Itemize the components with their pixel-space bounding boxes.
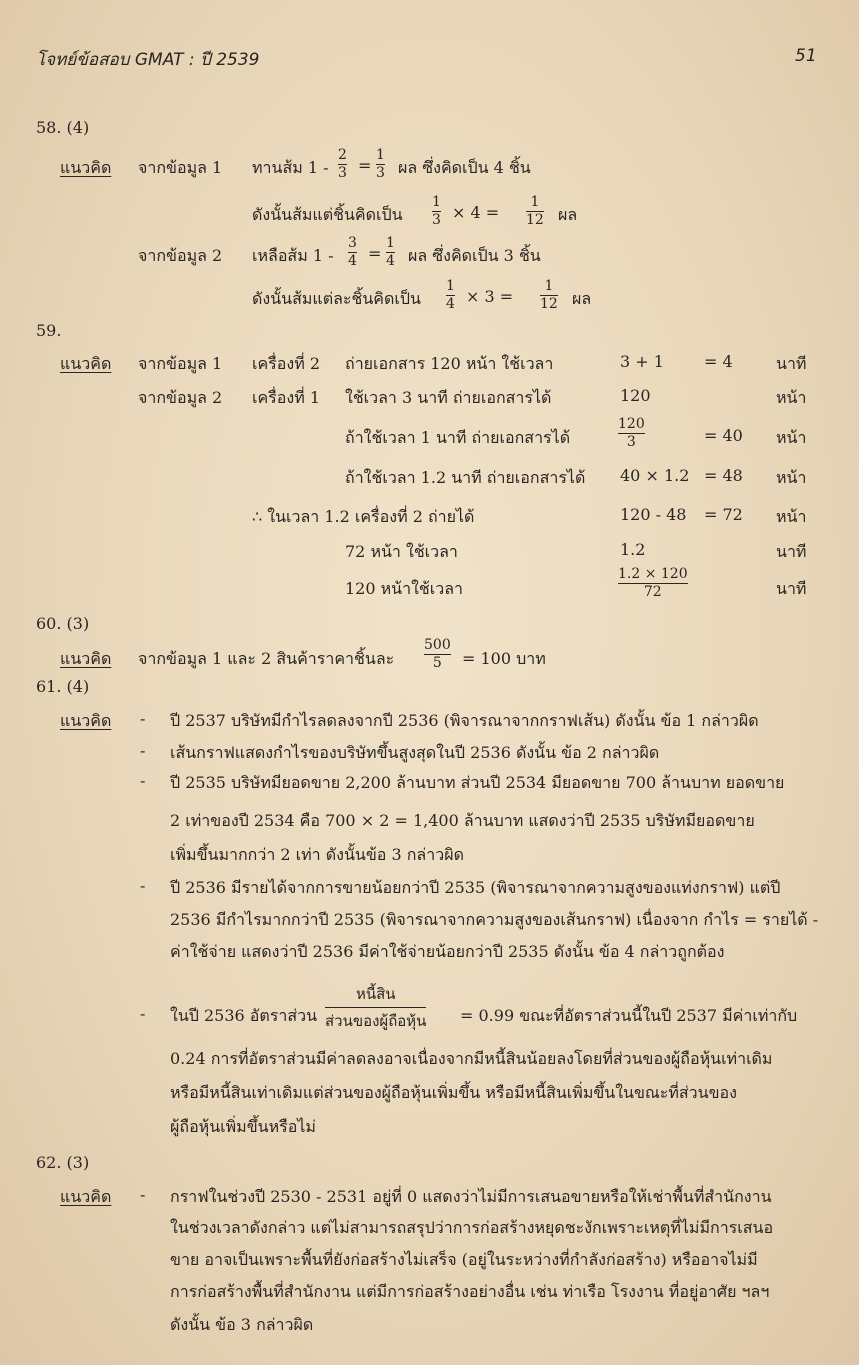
q58-line1-frac2: 1 3 [376, 147, 385, 181]
q59-r1-src: จากข้อมูล 1 [138, 354, 223, 373]
q59-r2-machine: เครื่องที่ 1 [252, 388, 320, 407]
q58-line3-tail: ผล ซึ่งคิดเป็น 3 ชิ้น [408, 246, 541, 265]
q59-r5-unit: หน้า [776, 507, 807, 526]
q59-r1-desc: ถ่ายเอกสาร 120 หน้า ใช้เวลา [345, 354, 554, 373]
q61-b5-line1: 0.24 การที่อัตราส่วนมีค่าลดลงอาจเนื่องจากมีหนี้สินน้อยลงโดยที่ส่วนของผู้ถือหุ้นเท่าเดิม [170, 1049, 773, 1068]
q59-r6-unit: นาที [776, 542, 807, 561]
q58-line3-a: เหลือส้ม 1 - [252, 246, 334, 265]
q59-r3-desc: ถ้าใช้เวลา 1 นาที ถ่ายเอกสารได้ [345, 428, 571, 447]
bullet-dash: - [140, 1004, 146, 1023]
q61-b2: เส้นกราฟแสดงกำไรของบริษัทขึ้นสูงสุดในปี 2536 ดังนั้น ข้อ 2 กล่าวผิด [170, 743, 660, 762]
q61-b3-line3: เพิ่มขึ้นมากกว่า 2 เท่า ดังนั้นข้อ 3 กล่าวผิด [170, 845, 464, 864]
q58-line1-a: ทานส้ม 1 - [252, 158, 329, 177]
q61-number: 61. (4) [36, 677, 90, 696]
q59-r5-desc: ∴ ในเวลา 1.2 เครื่องที่ 2 ถ่ายได้ [252, 507, 475, 526]
q58-line2-mid: × 4 = [452, 203, 500, 222]
q58-src1: จากข้อมูล 1 [138, 158, 223, 177]
q61-b5-line2: หรือมีหนี้สินเท่าเดิมแต่ส่วนของผู้ถือหุ้นเพิ่มขึ้น หรือมีหนี้สินเพิ่มขึ้นในขณะที่ส่วนของ [170, 1083, 737, 1102]
bullet-dash: - [140, 771, 146, 790]
q58-line3-eq: = [368, 244, 382, 263]
q58-number: 58. (4) [36, 118, 90, 137]
q59-r5-res: = 72 [704, 505, 743, 524]
q59-number: 59. [36, 321, 62, 340]
q61-b5-tail: = 0.99 ขณะที่อัตราส่วนนี้ในปี 2537 มีค่าเท่ากับ [460, 1006, 798, 1025]
q59-label: แนวคิด [60, 354, 112, 373]
q59-r6-desc: 72 หน้า ใช้เวลา [345, 542, 458, 561]
q61-b5-line3: ผู้ถือหุ้นเพิ่มขึ้นหรือไม่ [170, 1117, 316, 1136]
q59-r2-unit: หน้า [776, 388, 807, 407]
q58-line2-frac2: 1 12 [526, 194, 544, 228]
page-number: 51 [795, 46, 817, 66]
q61-b5-frac: หนี้สิน ส่วนของผู้ถือหุ้น [325, 985, 427, 1030]
q59-r4-calc: 40 × 1.2 [620, 466, 690, 485]
q62-line2: ในช่วงเวลาดังกล่าว แต่ไม่สามารถสรุปว่าการก่อสร้างหยุดชะงักเพราะเหตุที่ไม่มีการเสนอ [170, 1218, 774, 1237]
q58-line3-frac1: 3 4 [348, 235, 357, 269]
q60-label: แนวคิด [60, 649, 112, 668]
q60-text: จากข้อมูล 1 และ 2 สินค้าราคาชิ้นละ [138, 649, 395, 668]
q61-b3-line2: 2 เท่าของปี 2534 คือ 700 × 2 = 1,400 ล้านบาท แสดงว่าปี 2535 บริษัทมียอดขาย [170, 811, 755, 830]
q62-line5: ดังนั้น ข้อ 3 กล่าวผิด [170, 1315, 314, 1334]
running-title: โจทย์ข้อสอบ GMAT : ปี 2539 [36, 50, 260, 70]
q58-line4-frac1: 1 4 [446, 278, 455, 312]
q59-r1-calc: 3 + 1 [620, 352, 664, 371]
q58-line3-frac2: 1 4 [386, 235, 395, 269]
q58-line2-frac1: 1 3 [432, 194, 441, 228]
q58-line4-tail: ผล [572, 289, 592, 308]
q59-r5-calc: 120 - 48 [620, 505, 687, 524]
q62-line3: ขาย อาจเป็นเพราะพื้นที่ยังก่อสร้างไม่เสร็จ (อยู่ในระหว่างที่กำลังก่อสร้าง) หรืออาจไม่มี [170, 1250, 758, 1269]
q61-label: แนวคิด [60, 711, 112, 730]
q59-r1-machine: เครื่องที่ 2 [252, 354, 320, 373]
q59-r7-desc: 120 หน้าใช้เวลา [345, 579, 464, 598]
q58-line4-mid: × 3 = [466, 287, 514, 306]
q60-tail: = 100 บาท [462, 649, 546, 668]
bullet-dash: - [140, 709, 146, 728]
q59-r3-frac: 120 3 [618, 416, 645, 450]
q58-src2: จากข้อมูล 2 [138, 246, 223, 265]
q60-frac: 500 5 [424, 637, 451, 671]
q61-b4-line3: ค่าใช้จ่าย แสดงว่าปี 2536 มีค่าใช้จ่ายน้อยกว่าปี 2535 ดังนั้น ข้อ 4 กล่าวถูกต้อง [170, 942, 725, 961]
q58-line4-a: ดังนั้นส้มแต่ละชิ้นคิดเป็น [252, 289, 421, 308]
q59-r1-unit: นาที [776, 354, 807, 373]
q62-line1: กราฟในช่วงปี 2530 - 2531 อยู่ที่ 0 แสดงว่าไม่มีการเสนอขายหรือให้เช่าพื้นที่สำนักงาน [170, 1187, 772, 1206]
q58-label: แนวคิด [60, 158, 112, 177]
q62-line4: การก่อสร้างพื้นที่สำนักงาน แต่มีการก่อสร้างอย่างอื่น เช่น ท่าเรือ โรงงาน ที่อยู่อาศัย ฯลฯ [170, 1282, 770, 1301]
bullet-dash: - [140, 876, 146, 895]
q59-r4-res: = 48 [704, 466, 743, 485]
q59-r3-unit: หน้า [776, 428, 807, 447]
q58-line2-tail: ผล [558, 205, 578, 224]
q58-line1-frac1: 2 3 [338, 147, 347, 181]
q58-line2-a: ดังนั้นส้มแต่ชิ้นคิดเป็น [252, 205, 403, 224]
q59-r2-desc: ใช้เวลา 3 นาที ถ่ายเอกสารได้ [345, 388, 552, 407]
bullet-dash: - [140, 1185, 146, 1204]
q58-line4-frac2: 1 12 [540, 278, 558, 312]
q61-b3-line1: ปี 2535 บริษัทมียอดขาย 2,200 ล้านบาท ส่วนปี 2534 มียอดขาย 700 ล้านบาท ยอดขาย [170, 773, 785, 792]
bullet-dash: - [140, 741, 146, 760]
q59-r6-calc: 1.2 [620, 540, 646, 559]
q59-r3-res: = 40 [704, 426, 743, 445]
q61-b4-line1: ปี 2536 มีรายได้จากการขายน้อยกว่าปี 2535 (พิจารณาจากความสูงของแท่งกราฟ) แต่ปี [170, 878, 781, 897]
q59-r4-desc: ถ้าใช้เวลา 1.2 นาที ถ่ายเอกสารได้ [345, 468, 586, 487]
q59-r7-frac: 1.2 × 120 72 [618, 566, 688, 600]
q62-label: แนวคิด [60, 1187, 112, 1206]
q61-b1: ปี 2537 บริษัทมีกำไรลดลงจากปี 2536 (พิจารณาจากกราฟเส้น) ดังนั้น ข้อ 1 กล่าวผิด [170, 711, 759, 730]
q58-line1-eq: = [358, 156, 372, 175]
q59-r2-src: จากข้อมูล 2 [138, 388, 223, 407]
q61-b5-a: ในปี 2536 อัตราส่วน [170, 1006, 318, 1025]
q61-b4-line2: 2536 มีกำไรมากกว่าปี 2535 (พิจารณาจากความสูงของเส้นกราฟ) เนื่องจาก กำไร = รายได้ - [170, 910, 819, 929]
q60-number: 60. (3) [36, 614, 90, 633]
q58-line1-tail: ผล ซึ่งคิดเป็น 4 ชิ้น [398, 158, 531, 177]
q59-r7-unit: นาที [776, 579, 807, 598]
q59-r1-res: = 4 [704, 352, 733, 371]
q59-r2-calc: 120 [620, 386, 651, 405]
q62-number: 62. (3) [36, 1153, 90, 1172]
q59-r4-unit: หน้า [776, 468, 807, 487]
